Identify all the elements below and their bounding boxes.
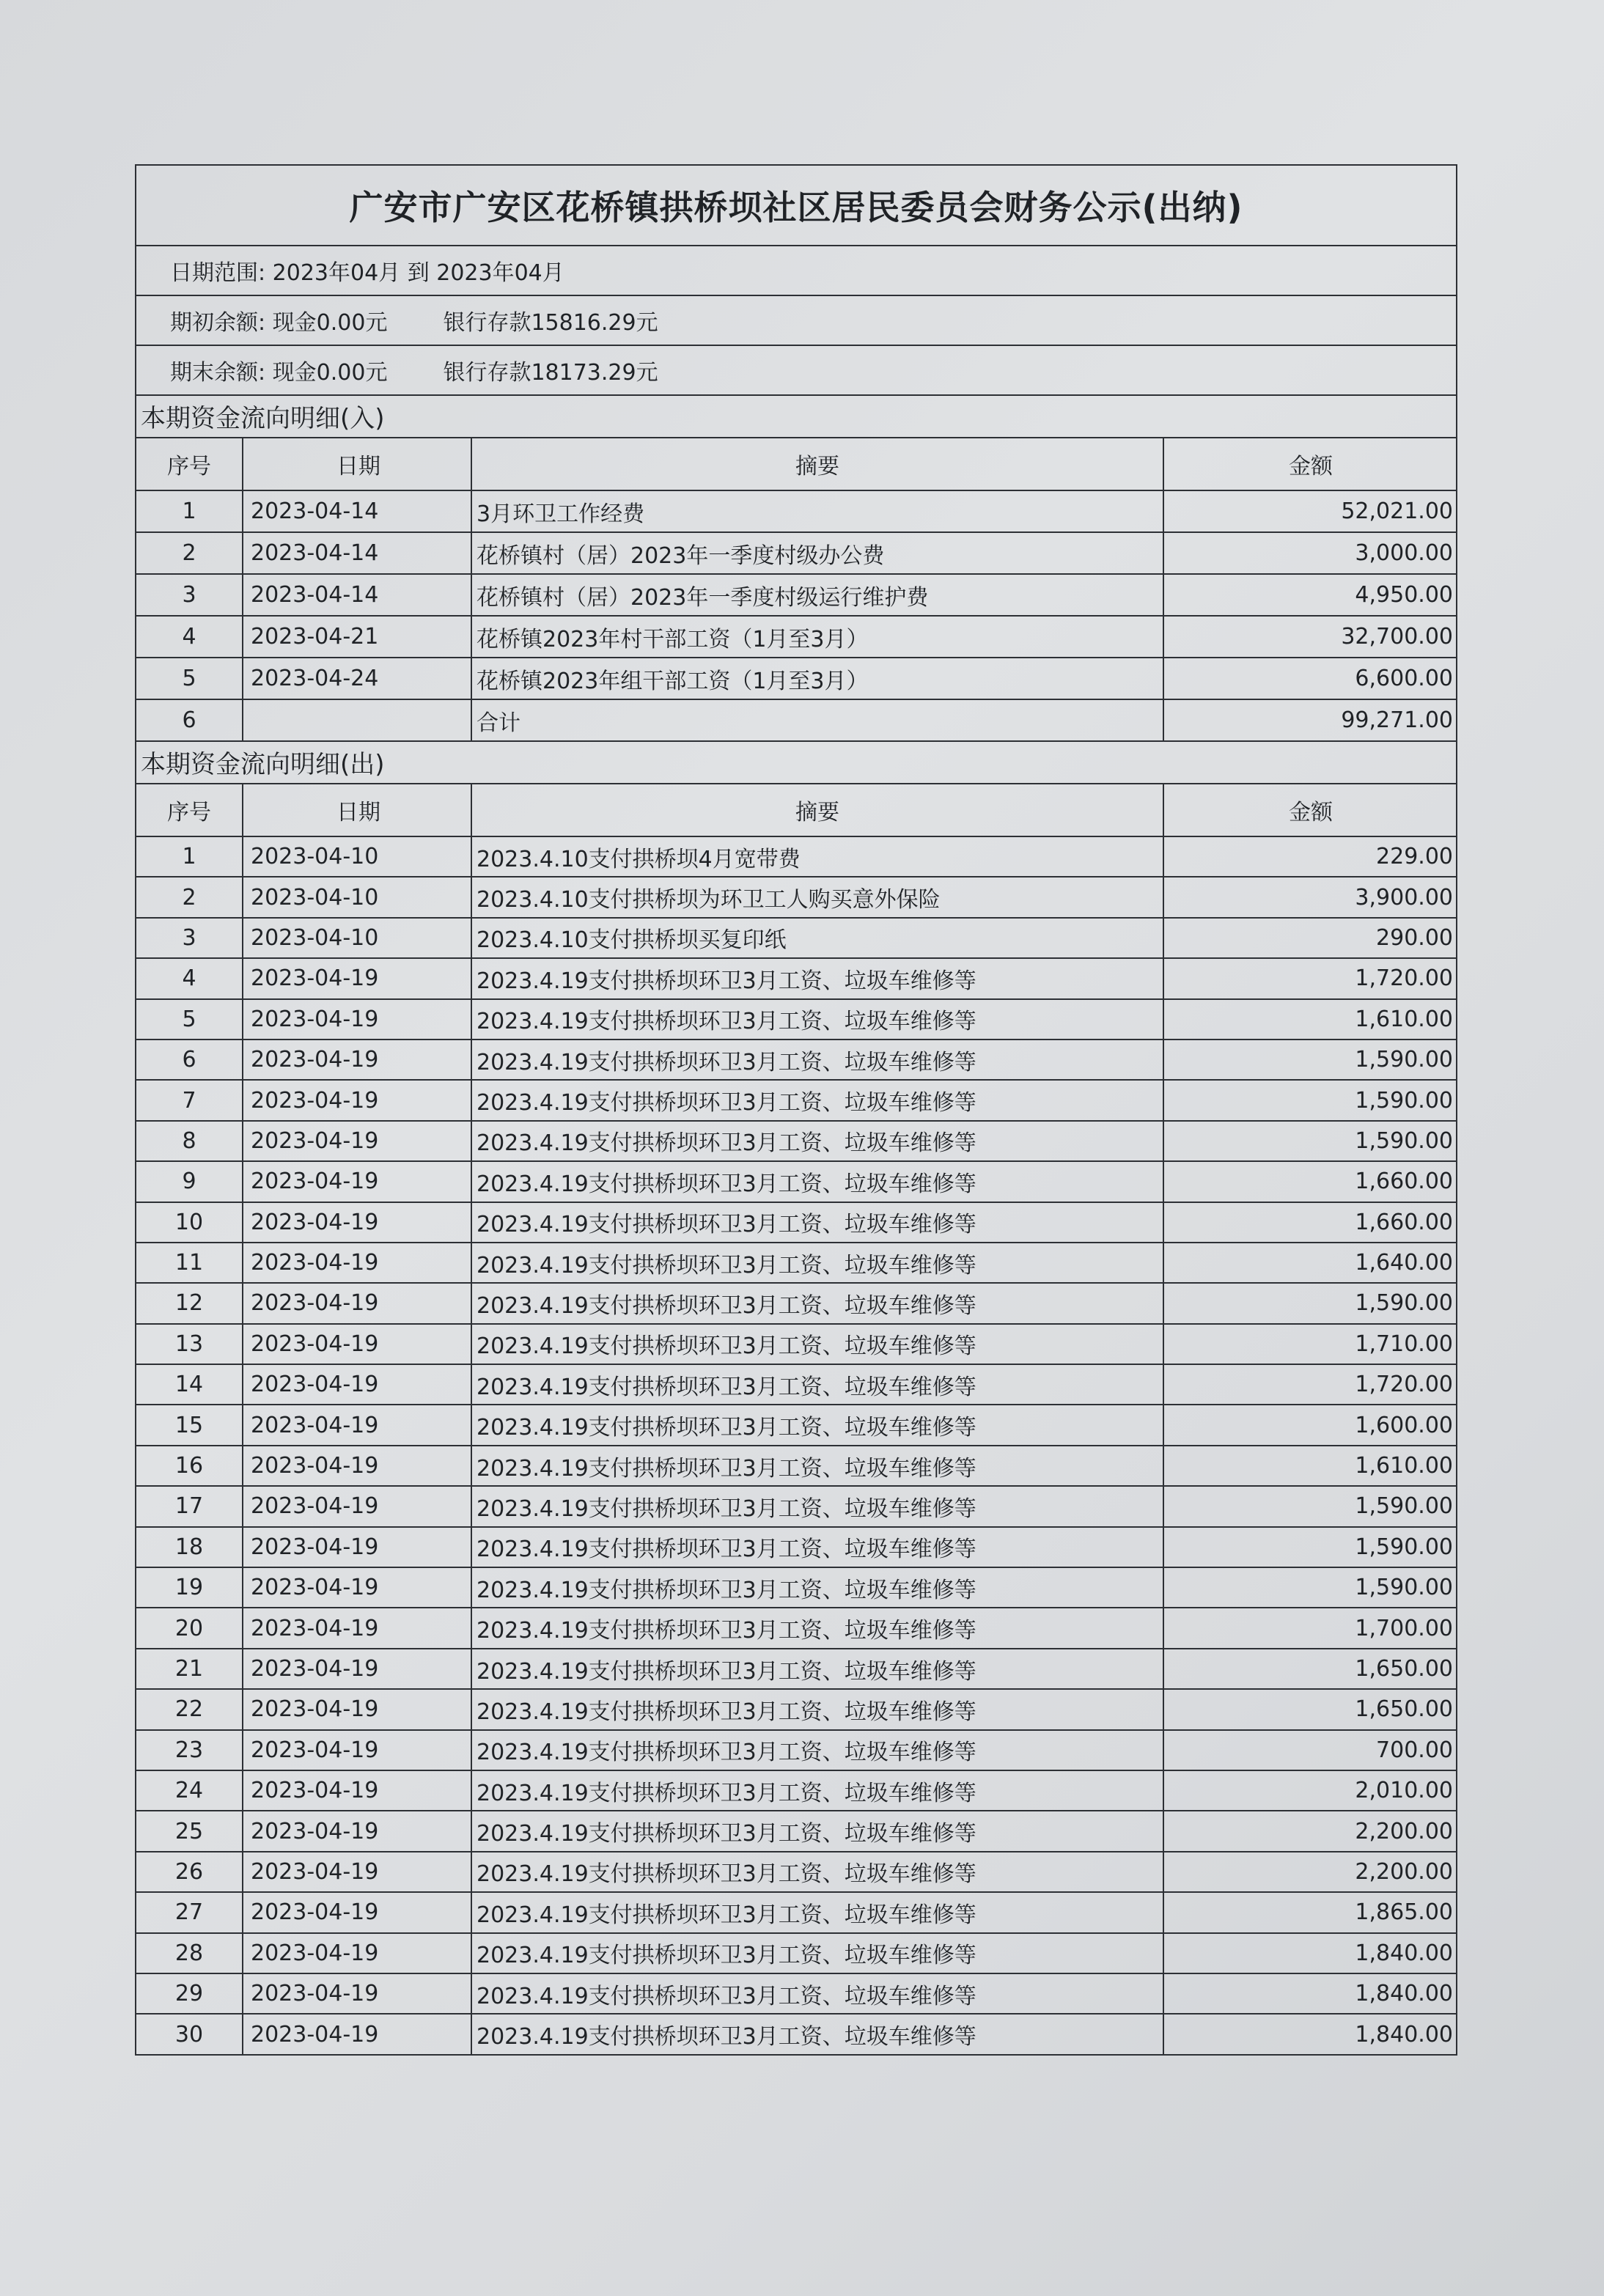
- income-row: [136, 616, 1456, 658]
- header-date: 日期: [243, 784, 471, 836]
- row-amount: 1,650.00: [1163, 1689, 1456, 1729]
- row-number: 5: [136, 658, 243, 699]
- row-description: 2023.4.19支付拱桥坝环卫3月工资、垃圾车维修等: [471, 999, 1163, 1040]
- row-description: 2023.4.19支付拱桥坝环卫3月工资、垃圾车维修等: [471, 1243, 1163, 1283]
- row-amount: 700.00: [1163, 1730, 1456, 1770]
- expense-header-row: [136, 784, 1456, 836]
- row-amount: 3,000.00: [1163, 532, 1456, 574]
- header-no: 序号: [136, 784, 243, 836]
- row-description: 2023.4.19支付拱桥坝环卫3月工资、垃圾车维修等: [471, 1202, 1163, 1243]
- row-amount: 1,590.00: [1163, 1283, 1456, 1323]
- expense-row: [136, 1770, 1456, 1811]
- row-amount: 1,590.00: [1163, 1040, 1456, 1080]
- expense-row: [136, 1567, 1456, 1608]
- row-description: 2023.4.19支付拱桥坝环卫3月工资、垃圾车维修等: [471, 1486, 1163, 1526]
- row-number: 3: [136, 918, 243, 958]
- row-number: 13: [136, 1324, 243, 1364]
- expense-row: [136, 1202, 1456, 1243]
- row-date: 2023-04-19: [243, 1324, 471, 1364]
- expense-row: [136, 1527, 1456, 1567]
- row-amount: 1,865.00: [1163, 1892, 1456, 1932]
- row-number: 1: [136, 836, 243, 877]
- row-amount: 1,610.00: [1163, 999, 1456, 1040]
- row-description: 2023.4.19支付拱桥坝环卫3月工资、垃圾车维修等: [471, 1892, 1163, 1932]
- row-description: 2023.4.19支付拱桥坝环卫3月工资、垃圾车维修等: [471, 1649, 1163, 1689]
- row-date: 2023-04-19: [243, 1852, 471, 1892]
- row-date: 2023-04-14: [243, 490, 471, 532]
- income-section-label: 本期资金流向明细(入): [136, 396, 1456, 438]
- row-description: 花桥镇2023年村干部工资（1月至3月）: [471, 616, 1163, 658]
- expense-row: [136, 836, 1456, 877]
- row-number: 6: [136, 699, 243, 741]
- expense-row: [136, 1608, 1456, 1648]
- row-number: 30: [136, 2014, 243, 2053]
- row-date: 2023-04-10: [243, 836, 471, 877]
- row-date: 2023-04-14: [243, 574, 471, 616]
- expense-row: [136, 1689, 1456, 1729]
- expense-row: [136, 1121, 1456, 1161]
- header-desc: 摘要: [471, 438, 1163, 490]
- row-date: 2023-04-19: [243, 1486, 471, 1526]
- row-number: 2: [136, 532, 243, 574]
- expense-row: [136, 877, 1456, 917]
- row-date: 2023-04-19: [243, 1689, 471, 1729]
- opening-cash: 期初余额: 现金0.00元: [170, 310, 388, 336]
- row-description: 2023.4.19支付拱桥坝环卫3月工资、垃圾车维修等: [471, 1730, 1163, 1770]
- expense-row: [136, 1405, 1456, 1445]
- expense-row: [136, 1161, 1456, 1202]
- row-number: 4: [136, 958, 243, 998]
- expense-row: [136, 1933, 1456, 1973]
- row-description: 花桥镇村（居）2023年一季度村级办公费: [471, 532, 1163, 574]
- row-amount: 1,720.00: [1163, 1364, 1456, 1405]
- date-range-row: [136, 246, 1456, 296]
- expense-row: [136, 958, 1456, 998]
- date-range: 日期范围: 2023年04月 到 2023年04月: [170, 260, 564, 286]
- row-amount: 1,590.00: [1163, 1527, 1456, 1567]
- row-description: 2023.4.10支付拱桥坝买复印纸: [471, 918, 1163, 958]
- row-date: 2023-04-19: [243, 958, 471, 998]
- row-description: 2023.4.10支付拱桥坝为环卫工人购买意外保险: [471, 877, 1163, 917]
- row-number: 27: [136, 1892, 243, 1932]
- expense-row: [136, 1243, 1456, 1283]
- row-date: 2023-04-19: [243, 1770, 471, 1811]
- expense-row: [136, 1283, 1456, 1323]
- row-number: 1: [136, 490, 243, 532]
- opening-balance-row: [136, 296, 1456, 346]
- row-number: 22: [136, 1689, 243, 1729]
- expense-row: [136, 918, 1456, 958]
- row-amount: 32,700.00: [1163, 616, 1456, 658]
- row-number: 7: [136, 1080, 243, 1120]
- row-number: 12: [136, 1283, 243, 1323]
- row-number: 4: [136, 616, 243, 658]
- row-date: 2023-04-19: [243, 1040, 471, 1080]
- row-description: 2023.4.19支付拱桥坝环卫3月工资、垃圾车维修等: [471, 1811, 1163, 1851]
- income-table: [136, 438, 1456, 742]
- row-description: 花桥镇2023年组干部工资（1月至3月）: [471, 658, 1163, 699]
- expense-row: [136, 1040, 1456, 1080]
- row-number: 19: [136, 1567, 243, 1608]
- row-date: 2023-04-19: [243, 1527, 471, 1567]
- row-amount: 290.00: [1163, 918, 1456, 958]
- row-description: 2023.4.19支付拱桥坝环卫3月工资、垃圾车维修等: [471, 2014, 1163, 2053]
- row-amount: 1,640.00: [1163, 1243, 1456, 1283]
- row-amount: 1,590.00: [1163, 1567, 1456, 1608]
- row-description: 2023.4.19支付拱桥坝环卫3月工资、垃圾车维修等: [471, 1933, 1163, 1973]
- row-date: [243, 699, 471, 741]
- row-description: 2023.4.19支付拱桥坝环卫3月工资、垃圾车维修等: [471, 1527, 1163, 1567]
- row-description: 2023.4.19支付拱桥坝环卫3月工资、垃圾车维修等: [471, 1283, 1163, 1323]
- expense-section-label: 本期资金流向明细(出): [136, 742, 1456, 784]
- row-amount: 4,950.00: [1163, 574, 1456, 616]
- row-date: 2023-04-14: [243, 532, 471, 574]
- row-number: 14: [136, 1364, 243, 1405]
- closing-cash: 期末余额: 现金0.00元: [170, 360, 388, 386]
- row-date: 2023-04-10: [243, 877, 471, 917]
- income-row: [136, 574, 1456, 616]
- expense-row: [136, 1446, 1456, 1486]
- report-title: 广安市广安区花桥镇拱桥坝社区居民委员会财务公示(出纳): [136, 166, 1456, 246]
- row-number: 17: [136, 1486, 243, 1526]
- row-amount: 1,610.00: [1163, 1446, 1456, 1486]
- row-amount: 1,720.00: [1163, 958, 1456, 998]
- header-date: 日期: [243, 438, 471, 490]
- expense-row: [136, 1649, 1456, 1689]
- closing-balance-row: [136, 346, 1456, 396]
- row-amount: 1,590.00: [1163, 1486, 1456, 1526]
- expense-row: [136, 1730, 1456, 1770]
- row-number: 11: [136, 1243, 243, 1283]
- row-amount: 1,700.00: [1163, 1608, 1456, 1648]
- row-amount: 229.00: [1163, 836, 1456, 877]
- row-number: 10: [136, 1202, 243, 1243]
- row-amount: 1,840.00: [1163, 1933, 1456, 1973]
- row-amount: 2,200.00: [1163, 1811, 1456, 1851]
- row-date: 2023-04-19: [243, 999, 471, 1040]
- row-amount: 6,600.00: [1163, 658, 1456, 699]
- row-number: 28: [136, 1933, 243, 1973]
- row-date: 2023-04-19: [243, 1243, 471, 1283]
- row-number: 23: [136, 1730, 243, 1770]
- row-description: 2023.4.19支付拱桥坝环卫3月工资、垃圾车维修等: [471, 1770, 1163, 1811]
- row-number: 2: [136, 877, 243, 917]
- row-date: 2023-04-19: [243, 1730, 471, 1770]
- row-number: 21: [136, 1649, 243, 1689]
- row-number: 18: [136, 1527, 243, 1567]
- row-description: 2023.4.19支付拱桥坝环卫3月工资、垃圾车维修等: [471, 1405, 1163, 1445]
- row-date: 2023-04-19: [243, 1933, 471, 1973]
- row-number: 24: [136, 1770, 243, 1811]
- row-number: 29: [136, 1973, 243, 2014]
- row-amount: 52,021.00: [1163, 490, 1456, 532]
- header-amount: 金额: [1163, 438, 1456, 490]
- row-date: 2023-04-19: [243, 2014, 471, 2053]
- income-row: [136, 699, 1456, 741]
- row-date: 2023-04-19: [243, 1567, 471, 1608]
- row-description: 2023.4.19支付拱桥坝环卫3月工资、垃圾车维修等: [471, 1608, 1163, 1648]
- row-amount: 1,600.00: [1163, 1405, 1456, 1445]
- row-date: 2023-04-19: [243, 1161, 471, 1202]
- income-row: [136, 490, 1456, 532]
- row-amount: 1,590.00: [1163, 1080, 1456, 1120]
- expense-row: [136, 1892, 1456, 1932]
- row-number: 8: [136, 1121, 243, 1161]
- row-description: 2023.4.19支付拱桥坝环卫3月工资、垃圾车维修等: [471, 1973, 1163, 2014]
- row-date: 2023-04-19: [243, 1649, 471, 1689]
- expense-table: [136, 784, 1456, 2054]
- income-row: [136, 532, 1456, 574]
- finance-report: [135, 164, 1457, 2056]
- row-number: 5: [136, 999, 243, 1040]
- header-no: 序号: [136, 438, 243, 490]
- row-amount: 1,650.00: [1163, 1649, 1456, 1689]
- expense-row: [136, 1080, 1456, 1120]
- row-number: 25: [136, 1811, 243, 1851]
- row-amount: 99,271.00: [1163, 699, 1456, 741]
- expense-row: [136, 1364, 1456, 1405]
- income-header-row: [136, 438, 1456, 490]
- row-description: 2023.4.19支付拱桥坝环卫3月工资、垃圾车维修等: [471, 1446, 1163, 1486]
- row-amount: 1,660.00: [1163, 1202, 1456, 1243]
- row-date: 2023-04-19: [243, 1446, 471, 1486]
- row-number: 9: [136, 1161, 243, 1202]
- expense-row: [136, 1486, 1456, 1526]
- expense-row: [136, 1852, 1456, 1892]
- row-description: 花桥镇村（居）2023年一季度村级运行维护费: [471, 574, 1163, 616]
- row-description: 3月环卫工作经费: [471, 490, 1163, 532]
- row-description: 2023.4.19支付拱桥坝环卫3月工资、垃圾车维修等: [471, 1567, 1163, 1608]
- row-description: 2023.4.19支付拱桥坝环卫3月工资、垃圾车维修等: [471, 1689, 1163, 1729]
- row-number: 15: [136, 1405, 243, 1445]
- row-amount: 2,200.00: [1163, 1852, 1456, 1892]
- row-date: 2023-04-19: [243, 1283, 471, 1323]
- row-description: 2023.4.19支付拱桥坝环卫3月工资、垃圾车维修等: [471, 1364, 1163, 1405]
- opening-bank: 银行存款15816.29元: [443, 310, 658, 336]
- row-number: 16: [136, 1446, 243, 1486]
- row-date: 2023-04-19: [243, 1080, 471, 1120]
- expense-row: [136, 1973, 1456, 2014]
- row-description: 2023.4.19支付拱桥坝环卫3月工资、垃圾车维修等: [471, 1080, 1163, 1120]
- row-amount: 1,710.00: [1163, 1324, 1456, 1364]
- row-number: 6: [136, 1040, 243, 1080]
- header-desc: 摘要: [471, 784, 1163, 836]
- row-date: 2023-04-19: [243, 1811, 471, 1851]
- expense-row: [136, 1324, 1456, 1364]
- row-date: 2023-04-19: [243, 1608, 471, 1648]
- row-amount: 1,840.00: [1163, 2014, 1456, 2053]
- row-amount: 3,900.00: [1163, 877, 1456, 917]
- row-description: 2023.4.19支付拱桥坝环卫3月工资、垃圾车维修等: [471, 958, 1163, 998]
- expense-row: [136, 1811, 1456, 1851]
- row-description: 合计: [471, 699, 1163, 741]
- expense-row: [136, 999, 1456, 1040]
- row-description: 2023.4.10支付拱桥坝4月宽带费: [471, 836, 1163, 877]
- expense-row: [136, 2014, 1456, 2053]
- row-description: 2023.4.19支付拱桥坝环卫3月工资、垃圾车维修等: [471, 1324, 1163, 1364]
- row-amount: 1,840.00: [1163, 1973, 1456, 2014]
- header-amount: 金额: [1163, 784, 1456, 836]
- row-date: 2023-04-19: [243, 1364, 471, 1405]
- row-amount: 1,590.00: [1163, 1121, 1456, 1161]
- row-amount: 1,660.00: [1163, 1161, 1456, 1202]
- row-description: 2023.4.19支付拱桥坝环卫3月工资、垃圾车维修等: [471, 1161, 1163, 1202]
- row-amount: 2,010.00: [1163, 1770, 1456, 1811]
- row-number: 3: [136, 574, 243, 616]
- closing-bank: 银行存款18173.29元: [443, 360, 658, 386]
- row-date: 2023-04-10: [243, 918, 471, 958]
- row-date: 2023-04-21: [243, 616, 471, 658]
- row-date: 2023-04-19: [243, 1202, 471, 1243]
- row-number: 26: [136, 1852, 243, 1892]
- row-description: 2023.4.19支付拱桥坝环卫3月工资、垃圾车维修等: [471, 1040, 1163, 1080]
- row-description: 2023.4.19支付拱桥坝环卫3月工资、垃圾车维修等: [471, 1852, 1163, 1892]
- row-date: 2023-04-24: [243, 658, 471, 699]
- income-row: [136, 658, 1456, 699]
- row-date: 2023-04-19: [243, 1892, 471, 1932]
- row-number: 20: [136, 1608, 243, 1648]
- row-date: 2023-04-19: [243, 1405, 471, 1445]
- row-date: 2023-04-19: [243, 1973, 471, 2014]
- row-description: 2023.4.19支付拱桥坝环卫3月工资、垃圾车维修等: [471, 1121, 1163, 1161]
- row-date: 2023-04-19: [243, 1121, 471, 1161]
